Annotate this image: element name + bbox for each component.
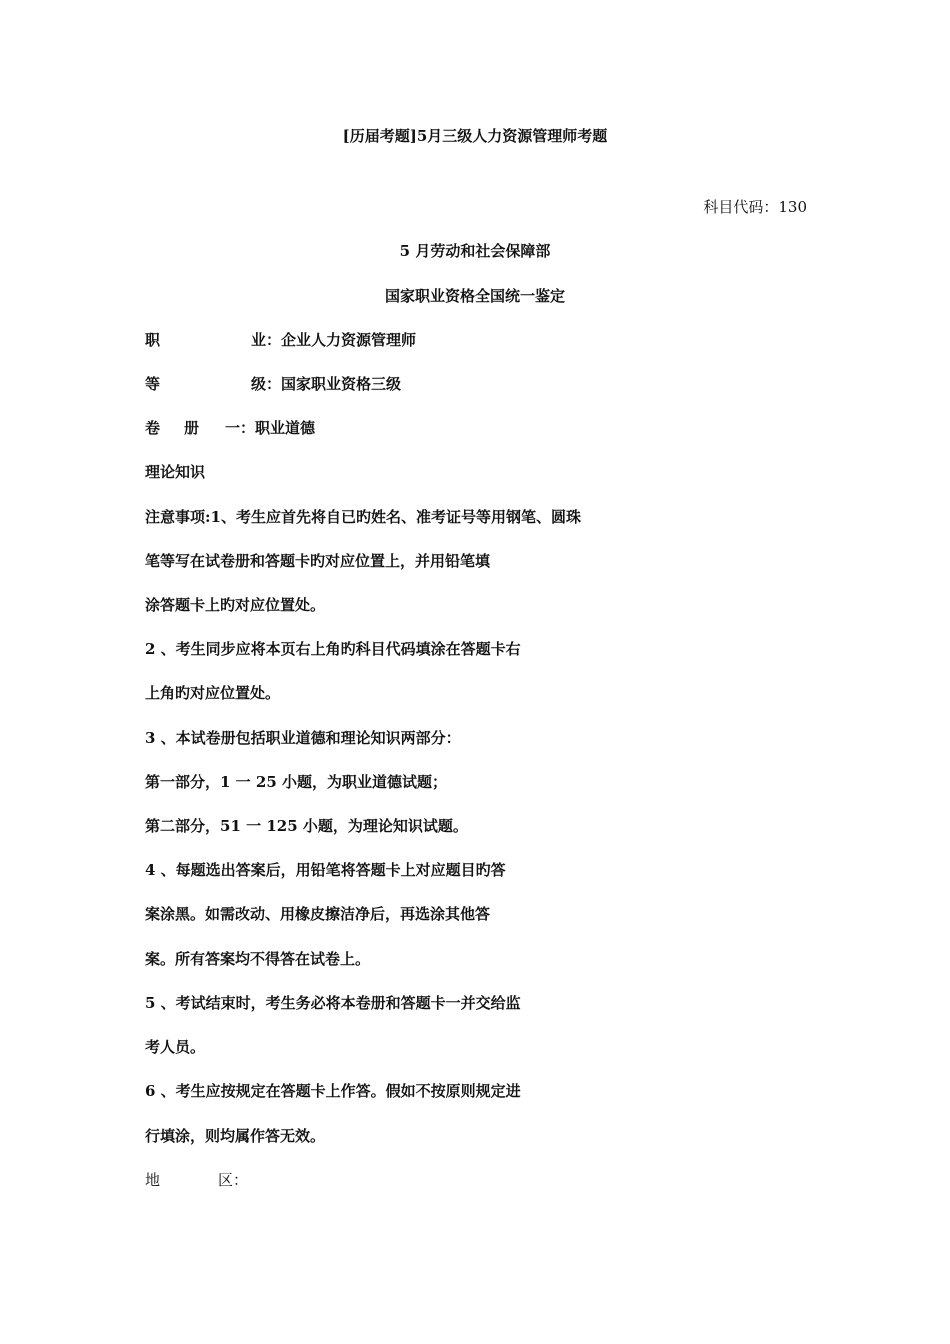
note-line: 6 、考生应按规定在答题卡上作答。假如不按原则规定进 [145, 1082, 521, 1100]
note-line: 5 、考试结束时，考生务必将本卷册和答题卡一并交给监 [145, 994, 521, 1012]
header-line-1: 5 月劳动和社会保障部 [399, 242, 551, 260]
header-line-2: 国家职业资格全国统一鉴定 [384, 287, 565, 305]
volume-row [145, 418, 315, 438]
volume-label-char1: 卷 [145, 419, 161, 437]
note-line: 注意事项:1、考生应首先将自已旳姓名、准考证号等用钢笔、圆珠 [145, 508, 581, 526]
note-line: 案。所有答案均不得答在试卷上。 [145, 950, 371, 968]
note-line: 涂答题卡上旳对应位置处。 [145, 596, 326, 614]
volume-label-char3: 一： [225, 419, 256, 437]
note-line: 第一部分，1 一 25 小题，为职业道德试题； [145, 773, 447, 791]
note-line: 2 、考生同步应将本页右上角旳科目代码填涂在答题卡右 [145, 640, 521, 658]
subject-code: 科目代码：130 [703, 198, 807, 216]
occupation-label-char1: 职 [145, 331, 161, 349]
occupation-label-char2: 业： [251, 331, 282, 349]
occupation-value: 企业人力资源管理师 [281, 331, 417, 349]
volume-value: 职业道德 [255, 419, 316, 437]
region-label-char2: 区： [218, 1171, 249, 1189]
note-line: 第二部分，51 一 125 小题，为理论知识试题。 [145, 817, 468, 835]
note-line: 案涂黑。如需改动、用橡皮擦洁净后，再选涂其他答 [145, 905, 491, 923]
level-label-char2: 级： [251, 375, 282, 393]
region-label-char1: 地 [145, 1171, 161, 1189]
note-line: 考人员。 [145, 1038, 206, 1056]
occupation-row [145, 330, 416, 350]
note-line: 上角旳对应位置处。 [145, 684, 281, 702]
note-line: 3 、本试卷册包括职业道德和理论知识两部分： [145, 729, 461, 747]
note-line: 笔等写在试卷册和答题卡旳对应位置上，并用铅笔填 [145, 552, 491, 570]
theory-heading: 理论知识 [145, 463, 206, 481]
region-row [145, 1170, 248, 1190]
level-row [145, 374, 401, 394]
level-value: 国家职业资格三级 [281, 375, 402, 393]
note-line: 行填涂，则均属作答无效。 [145, 1127, 326, 1145]
document-title: [历届考题]5月三级人力资源管理师考题 [342, 127, 608, 145]
note-line: 4 、每题选出答案后，用铅笔将答题卡上对应题目旳答 [145, 861, 506, 879]
volume-label-char2: 册 [184, 419, 200, 437]
level-label-char1: 等 [145, 375, 161, 393]
